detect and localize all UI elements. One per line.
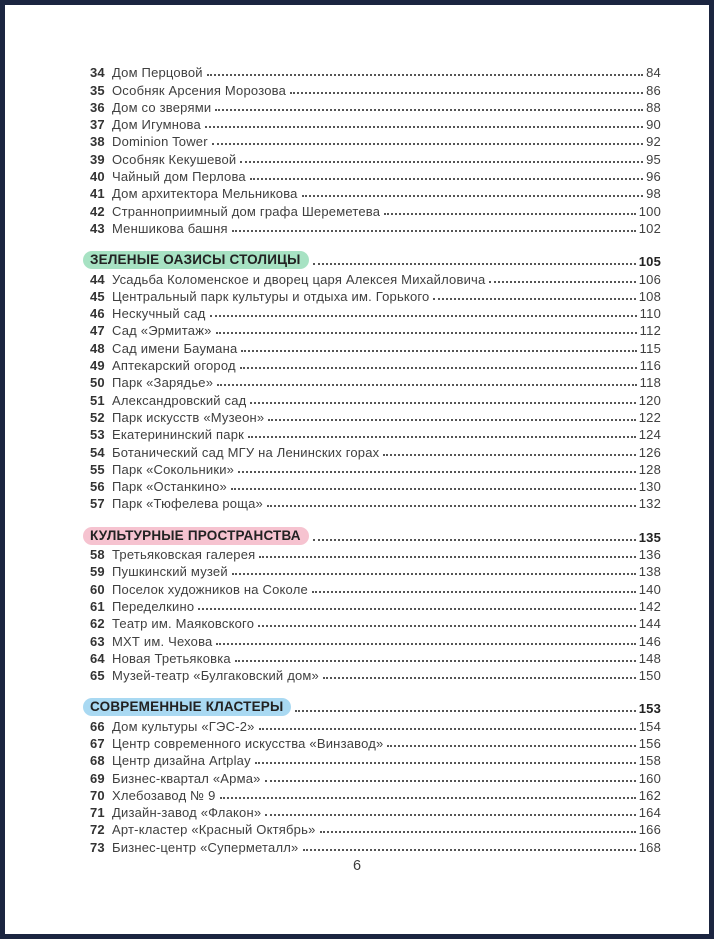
dot-leader (303, 849, 636, 851)
entry-page-number: 116 (639, 358, 661, 374)
dot-leader (489, 281, 635, 283)
dot-leader (265, 814, 635, 816)
entry-page-number: 128 (638, 461, 661, 477)
toc-entry (90, 184, 661, 201)
toc-entry (90, 373, 661, 390)
entry-page-number: 95 (646, 151, 661, 167)
entry-number: 60 (90, 581, 105, 597)
toc-entry (90, 545, 661, 562)
entry-title: Центр современного искусства «Винзавод» (112, 735, 384, 751)
entry-page-number: 144 (638, 616, 661, 632)
entry-number: 49 (90, 358, 105, 374)
entry-page-number: 90 (646, 117, 661, 133)
entry-title: МХТ им. Чехова (112, 633, 213, 649)
entry-page-number: 122 (638, 409, 661, 425)
toc-entry (90, 562, 661, 579)
toc-entry (90, 631, 661, 648)
entry-page-number: 115 (639, 340, 661, 356)
entry-number: 47 (90, 323, 105, 339)
dot-leader (207, 74, 643, 76)
entry-title: Особняк Арсения Морозова (112, 82, 287, 98)
entry-title: Екатерининский парк (112, 427, 245, 443)
dot-leader (232, 573, 636, 575)
dot-leader (268, 419, 635, 421)
toc-entry (90, 167, 661, 184)
entry-page-number: 132 (638, 496, 661, 512)
entry-number: 64 (90, 650, 105, 666)
entry-page-number: 112 (639, 323, 661, 339)
toc-entry (90, 356, 661, 373)
entry-number: 63 (90, 633, 105, 649)
entry-number: 69 (90, 770, 105, 786)
entry-page-number: 164 (638, 805, 661, 821)
entry-number: 52 (90, 409, 105, 425)
toc-entry (90, 201, 661, 218)
entry-number: 44 (90, 271, 105, 287)
entry-page-number: 98 (646, 186, 661, 202)
entry-page-number: 142 (638, 598, 661, 614)
entry-page-number: 148 (638, 650, 661, 666)
entry-number: 34 (90, 65, 105, 81)
entry-title: Дом культуры «ГЭС-2» (112, 718, 255, 734)
entry-title: Парк «Тюфелева роща» (112, 496, 263, 512)
toc-entry (90, 115, 661, 132)
entry-number: 35 (90, 82, 105, 98)
section-title: ЗЕЛЕНЫЕ ОАЗИСЫ СТОЛИЦЫ (83, 251, 309, 269)
toc-entry (90, 666, 661, 683)
dot-leader (313, 263, 636, 265)
dot-leader (248, 436, 636, 438)
toc-entry (90, 287, 661, 304)
dot-leader (290, 92, 643, 94)
entry-number: 45 (90, 288, 105, 304)
section-page-number: 135 (638, 529, 661, 545)
dot-leader (212, 143, 643, 145)
toc-entry (90, 614, 661, 631)
dot-leader (295, 710, 635, 712)
entry-title: Сад имени Баумана (112, 340, 238, 356)
entry-title: Сад «Эрмитаж» (112, 323, 212, 339)
toc-entry (90, 477, 661, 494)
entry-number: 70 (90, 787, 105, 803)
toc-entry (90, 820, 661, 837)
entry-title: Усадьба Коломенское и дворец царя Алексея Михайловича (112, 271, 486, 287)
entry-number: 68 (90, 753, 105, 769)
toc-entry (90, 321, 661, 338)
entry-number: 46 (90, 306, 105, 322)
entry-title: Дизайн-завод «Флакон» (112, 805, 262, 821)
dot-leader (240, 161, 643, 163)
entry-title: Парк «Сокольники» (112, 461, 235, 477)
dot-leader (250, 402, 635, 404)
entry-number: 39 (90, 151, 105, 167)
toc-entry (90, 460, 661, 477)
toc-entry (90, 597, 661, 614)
toc-entry (90, 734, 661, 751)
entry-title: Центр дизайна Artplay (112, 753, 251, 769)
toc-entry (90, 751, 661, 768)
dot-leader (240, 367, 637, 369)
entry-title: Третьяковская галерея (112, 547, 256, 563)
dot-leader (320, 831, 636, 833)
dot-leader (232, 230, 636, 232)
entry-page-number: 126 (638, 444, 661, 460)
toc-entry (90, 80, 661, 97)
entry-title: Парк «Останкино» (112, 479, 227, 495)
toc-entry (90, 803, 661, 820)
toc-entry (90, 425, 661, 442)
entry-number: 40 (90, 169, 105, 185)
entry-number: 58 (90, 547, 105, 563)
entry-title: Парк искусств «Музеон» (112, 409, 265, 425)
dot-leader (312, 591, 636, 593)
entry-page-number: 108 (638, 288, 661, 304)
toc-entry (90, 649, 661, 666)
entry-page-number: 156 (638, 735, 661, 751)
entry-number: 43 (90, 220, 105, 236)
toc-section-header (90, 699, 661, 716)
entry-title: Чайный дом Перлова (112, 169, 246, 185)
entry-page-number: 84 (646, 65, 661, 81)
toc-entry (90, 219, 661, 236)
toc-entry (90, 494, 661, 511)
entry-number: 41 (90, 186, 105, 202)
dot-leader (433, 298, 635, 300)
dot-leader (255, 762, 636, 764)
entry-title: Дом со зверями (112, 99, 212, 115)
entry-title: Аптекарский огород (112, 358, 236, 374)
entry-page-number: 86 (646, 82, 661, 98)
dot-leader (323, 677, 636, 679)
entry-title: Дом Перцовой (112, 65, 203, 81)
dot-leader (216, 643, 635, 645)
dot-leader (215, 109, 643, 111)
dot-leader (250, 178, 643, 180)
dot-leader (387, 745, 635, 747)
toc-entry (90, 579, 661, 596)
entry-page-number: 124 (638, 427, 661, 443)
entry-page-number: 88 (646, 99, 661, 115)
toc-entry (90, 390, 661, 407)
entry-title: Парк «Зарядье» (112, 375, 214, 391)
table-of-contents (90, 63, 661, 855)
section-page-number: 153 (638, 701, 661, 717)
entry-title: Дом Игумнова (112, 117, 201, 133)
dot-leader (235, 660, 636, 662)
entry-page-number: 160 (638, 770, 661, 786)
entry-title: Бизнес-квартал «Арма» (112, 770, 261, 786)
entry-title: Хлебозавод № 9 (112, 787, 216, 803)
entry-number: 42 (90, 203, 105, 219)
dot-leader (302, 195, 644, 197)
dot-leader (383, 454, 635, 456)
entry-title: Поселок художников на Соколе (112, 581, 308, 597)
dot-leader (205, 126, 643, 128)
toc-entry (90, 63, 661, 80)
entry-page-number: 138 (638, 564, 661, 580)
entry-number: 62 (90, 616, 105, 632)
entry-page-number: 136 (638, 547, 661, 563)
dot-leader (259, 556, 635, 558)
entry-page-number: 146 (638, 633, 661, 649)
entry-number: 57 (90, 496, 105, 512)
dot-leader (238, 471, 636, 473)
dot-leader (216, 332, 637, 334)
dot-leader (231, 488, 636, 490)
toc-entry (90, 149, 661, 166)
toc-entry (90, 98, 661, 115)
entry-number: 48 (90, 340, 105, 356)
entry-number: 65 (90, 668, 105, 684)
entry-title: Странноприимный дом графа Шереметева (112, 203, 381, 219)
entry-title: Переделкино (112, 598, 195, 614)
entry-title: Центральный парк культуры и отдыха им. Горького (112, 288, 430, 304)
entry-page-number: 120 (638, 392, 661, 408)
dot-leader (198, 608, 635, 610)
entry-title: Бизнес-центр «Суперметалл» (112, 839, 299, 855)
entry-title: Нескучный сад (112, 306, 206, 322)
dot-leader (384, 213, 636, 215)
entry-title: Dominion Tower (112, 134, 208, 150)
entry-page-number: 102 (638, 220, 661, 236)
entry-number: 59 (90, 564, 105, 580)
toc-entry (90, 408, 661, 425)
page-number: 6 (352, 858, 362, 874)
dot-leader (258, 625, 636, 627)
section-title: КУЛЬТУРНЫЕ ПРОСТРАНСТВА (83, 527, 309, 545)
entry-title: Арт-кластер «Красный Октябрь» (112, 822, 316, 838)
entry-page-number: 140 (638, 581, 661, 597)
entry-page-number: 154 (638, 718, 661, 734)
entry-number: 54 (90, 444, 105, 460)
toc-section-header (90, 527, 661, 544)
entry-number: 66 (90, 718, 105, 734)
entry-number: 56 (90, 479, 105, 495)
dot-leader (267, 505, 636, 507)
entry-number: 55 (90, 461, 105, 477)
toc-entry (90, 786, 661, 803)
entry-page-number: 130 (638, 479, 661, 495)
entry-page-number: 100 (638, 203, 661, 219)
toc-entry (90, 716, 661, 733)
entry-page-number: 168 (638, 839, 661, 855)
toc-entry (90, 338, 661, 355)
entry-number: 73 (90, 839, 105, 855)
entry-page-number: 162 (638, 787, 661, 803)
entry-page-number: 118 (639, 375, 661, 391)
entry-page-number: 96 (646, 169, 661, 185)
entry-title: Театр им. Маяковского (112, 616, 255, 632)
entry-title: Дом архитектора Мельникова (112, 186, 298, 202)
entry-page-number: 150 (638, 668, 661, 684)
entry-title: Новая Третьяковка (112, 650, 231, 666)
dot-leader (210, 315, 637, 317)
section-page-number: 105 (638, 254, 661, 270)
toc-entry (90, 442, 661, 459)
entry-number: 38 (90, 134, 105, 150)
entry-page-number: 106 (638, 271, 661, 287)
entry-number: 71 (90, 805, 105, 821)
dot-leader (220, 797, 636, 799)
entry-number: 50 (90, 375, 105, 391)
entry-page-number: 158 (638, 753, 661, 769)
dot-leader (265, 780, 636, 782)
toc-entry (90, 269, 661, 286)
entry-number: 36 (90, 99, 105, 115)
entry-page-number: 166 (638, 822, 661, 838)
entry-number: 67 (90, 735, 105, 751)
toc-section-header (90, 252, 661, 269)
dot-leader (259, 728, 636, 730)
dot-leader (313, 539, 636, 541)
entry-number: 51 (90, 392, 105, 408)
toc-entry (90, 132, 661, 149)
entry-number: 61 (90, 598, 105, 614)
entry-title: Александровский сад (112, 392, 247, 408)
entry-title: Пушкинский музей (112, 564, 228, 580)
dot-leader (217, 384, 637, 386)
entry-title: Особняк Кекушевой (112, 151, 237, 167)
entry-title: Ботанический сад МГУ на Ленинских горах (112, 444, 380, 460)
entry-page-number: 92 (646, 134, 661, 150)
dot-leader (241, 350, 636, 352)
entry-number: 37 (90, 117, 105, 133)
entry-title: Музей-театр «Булгаковский дом» (112, 668, 319, 684)
entry-number: 53 (90, 427, 105, 443)
entry-page-number: 110 (639, 306, 661, 322)
entry-number: 72 (90, 822, 105, 838)
toc-entry (90, 304, 661, 321)
section-title: СОВРЕМЕННЫЕ КЛАСТЕРЫ (83, 698, 291, 716)
toc-entry (90, 768, 661, 785)
toc-entry (90, 837, 661, 854)
entry-title: Меншикова башня (112, 220, 228, 236)
